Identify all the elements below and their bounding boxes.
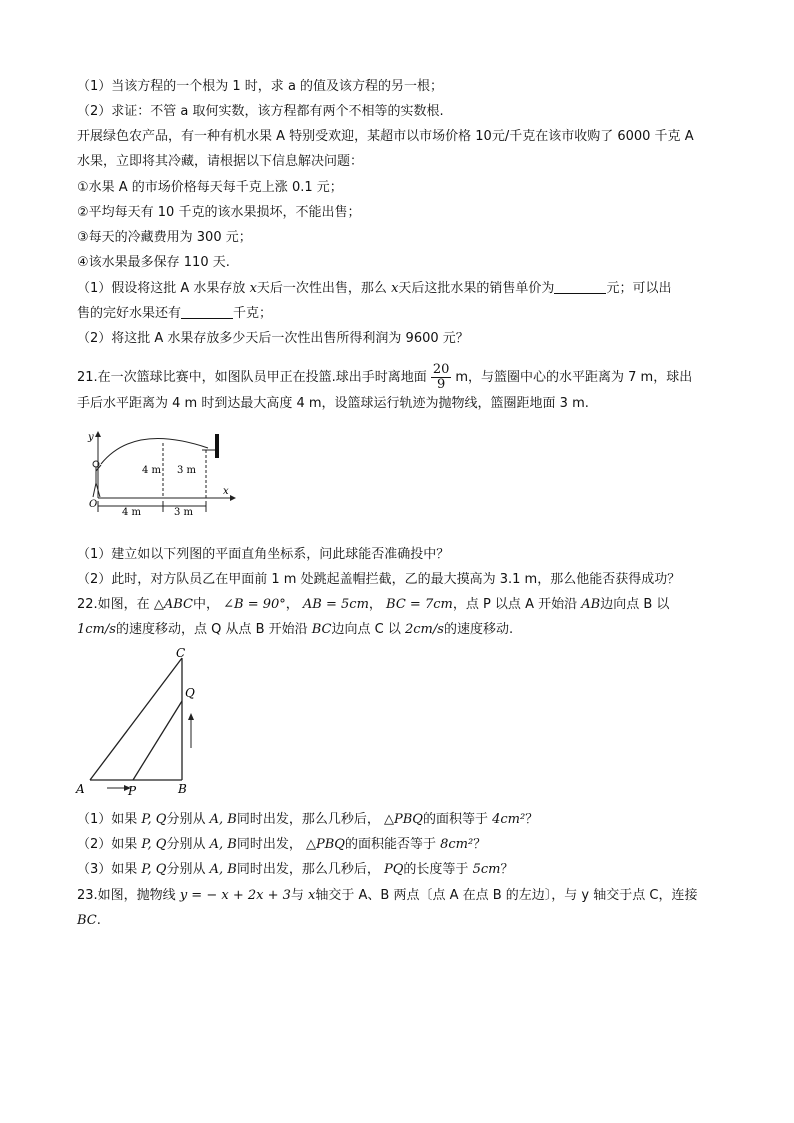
question-line (77, 279, 734, 299)
origin-label: O (89, 499, 98, 510)
math-expression: △PBQ (384, 812, 423, 827)
text-span: 中， (192, 597, 219, 612)
text-span: 的面积等于 (422, 812, 488, 827)
math-expression: 4cm² (492, 812, 526, 827)
text-span: 同时出发， (236, 837, 302, 852)
height-label: 3 m (177, 465, 197, 476)
math-expression: BC = 7cm (386, 597, 453, 612)
text-span: 的长度等于 (403, 862, 469, 877)
text-span: 22.如图，在 (77, 597, 150, 612)
question-23-line (77, 886, 734, 906)
question-21-line (77, 363, 734, 392)
text-span: 与 (290, 888, 304, 903)
text-span: 分别从 (166, 862, 206, 877)
math-expression: P, Q (141, 837, 167, 852)
vertex-label-b: B (178, 782, 187, 796)
question-22-sub-line (77, 810, 734, 830)
height-label: 4 m (142, 465, 162, 476)
question-23-line (77, 911, 734, 931)
math-expression: A, B (209, 812, 237, 827)
math-expression: 5cm (472, 862, 501, 877)
math-expression: △ABC (153, 597, 193, 612)
text-span: 边向点 B 以 (600, 597, 670, 612)
text-span: 元；可以出 (606, 281, 672, 296)
text-line: （2）求证：不管 a 取何实数，该方程都有两个不相等的实数根. (77, 104, 444, 119)
text-span: m，与篮圈中心的水平距离为 7 m，球出 (455, 370, 693, 385)
text-line: （1）当该方程的一个根为 1 时，求 a 的值及该方程的另一根； (77, 79, 444, 94)
text-span: 千克； (233, 306, 273, 321)
distance-label: 4 m (122, 507, 142, 518)
text-span: ，点 P 以点 A 开始沿 (452, 597, 578, 612)
text-line: ①水果 A 的市场价格每天每千克上涨 0.1 元； (77, 180, 343, 195)
math-expression: 2cm/s (405, 622, 444, 637)
text-span: （1）假设将这批 A 水果存放 (77, 281, 246, 296)
math-expression: △PBQ (306, 837, 345, 852)
text-line: ②平均每天有 10 千克的该水果损坏，不能出售； (77, 205, 361, 220)
text-span: 售的完好水果还有 (77, 306, 182, 321)
text-span: 21.在一次篮球比赛中，如图队员甲正在投篮.球出手时离地面 (77, 370, 427, 385)
text-span: ？ (500, 862, 514, 877)
text-span: 天后这批水果的销售单价为 (398, 281, 555, 296)
math-variable: x (249, 281, 257, 296)
text-line: 手后水平距离为 4 m 时到达最大高度 4 m，设篮球运行轨迹为抛物线，篮圈距地面 3 m. (77, 396, 589, 411)
math-expression: PQ (384, 862, 404, 877)
math-expression: 8cm² (440, 837, 474, 852)
text-line: 水果，立即将其冷藏，请根据以下信息解决问题： (77, 154, 364, 169)
fraction (431, 363, 452, 392)
vertex-label-c: C (176, 646, 186, 660)
text-line: ③每天的冷藏费用为 300 元； (77, 230, 252, 245)
math-expression: BC (311, 622, 332, 637)
text-span: ？ (473, 837, 487, 852)
text-span: 分别从 (166, 812, 206, 827)
text-span: 23.如图，抛物线 (77, 888, 176, 903)
math-expression: A, B (209, 837, 237, 852)
question-22-line: 22.如图，在 △ABC中， ∠B = 90°， AB = 5cm， BC = 7cm，点 P 以点 A 开始沿 AB边向点 B 以 (77, 597, 670, 612)
ball-trajectory (101, 439, 208, 464)
y-axis-label: y (88, 432, 94, 443)
x-axis-label: x (223, 486, 229, 497)
math-expression: y = − x + 2x + 3 (179, 888, 291, 903)
text-line: （2）此时，对方队员乙在甲面前 1 m 处跳起盖帽拦截，乙的最大摸高为 3.1 m，那么他能否获得成功？ (77, 572, 681, 587)
point-label-q: Q (185, 686, 195, 700)
math-variable: x (391, 281, 399, 296)
math-expression: P, Q (141, 812, 167, 827)
text-span: （1）如果 (77, 812, 138, 827)
math-expression: A, B (209, 862, 237, 877)
text-span: 轴交于 A、B 两点〔点 A 在点 B 的左边〕，与 y 轴交于点 C，连接 (315, 888, 698, 903)
math-expression: 1cm/s (77, 622, 116, 637)
question-22-sub-line (77, 835, 734, 855)
math-expression: AB = 5cm (302, 597, 369, 612)
text-span: . (96, 913, 101, 928)
question-line (77, 304, 734, 324)
triangle-figure (74, 643, 214, 801)
text-line: ④该水果最多保存 110 天. (77, 255, 230, 270)
text-line: 开展绿色农产品，有一种有机水果 A 特别受欢迎，某超市以市场价格 10元/千克在该市收购了 6000 千克 A (77, 129, 694, 144)
text-span: ？ (525, 812, 539, 827)
text-span: 的速度移动，点 Q 从点 B 开始沿 (115, 622, 308, 637)
text-span: （2）如果 (77, 837, 138, 852)
text-span: 同时出发，那么几秒后， (236, 812, 380, 827)
answer-blank (181, 304, 233, 319)
distance-label: 3 m (174, 507, 194, 518)
question-22-line (77, 620, 734, 640)
math-variable: x (308, 888, 316, 903)
text-span: 天后一次性出售，那么 (256, 281, 387, 296)
fraction-numerator: 20 (432, 362, 450, 377)
question-22-sub-line (77, 860, 734, 880)
fraction-denominator: 9 (436, 377, 446, 392)
text-line: （1）建立如以下列图的平面直角坐标系，问此球能否准确投中？ (77, 547, 450, 562)
text-span: 同时出发，那么几秒后， (236, 862, 380, 877)
point-label-p: P (128, 784, 137, 798)
math-expression: P, Q (141, 862, 167, 877)
text-span: 边向点 C 以 (331, 622, 401, 637)
player-figure (93, 465, 101, 497)
text-span: 分别从 (166, 837, 206, 852)
answer-blank (554, 279, 606, 294)
math-expression: BC (77, 913, 97, 928)
text-span: 的面积能否等于 (344, 837, 436, 852)
vertex-label-a: A (76, 782, 85, 796)
math-expression: AB (581, 597, 601, 612)
text-span: （3）如果 (77, 862, 138, 877)
basketball-trajectory-figure (84, 428, 244, 518)
text-line: （2）将这批 A 水果存放多少天后一次性出售所得利润为 9600 元？ (77, 331, 469, 346)
text-span: 的速度移动. (443, 622, 514, 637)
math-expression: ∠B = 90° (223, 597, 286, 612)
